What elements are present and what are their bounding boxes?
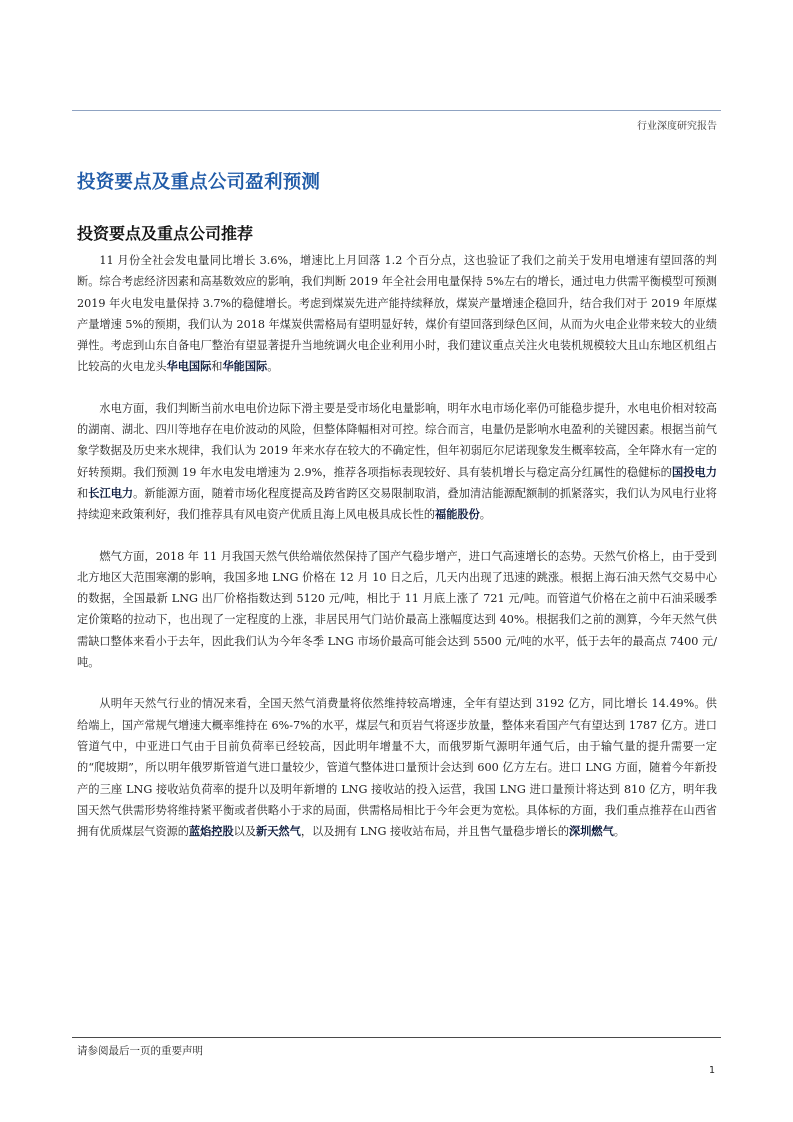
company-yangtze-power: 长江电力 [88, 486, 134, 500]
company-funeng: 福能股份 [435, 508, 480, 522]
page-number: 1 [708, 1065, 715, 1076]
body-text [77, 250, 717, 862]
paragraph-gas-market: 燃气方面，2018 年 11 月我国天然气供给端依然保持了国产气稳步增产，进口气高速增长的态势。天然气价格上，由于受到北方地区大范围寒潮的影响，我国多地 LNG 价格在 12 月 10 日之后，几天内出现了迅速的跳涨。根据上海石油天然气交易中心的数据，全国最新 LNG 出厂价格指数达到 5120 元/吨，相比于 11 月底上涨了 721 元/吨。而管道气价格在之前中石油采暖季定价策略的拉动下，也出现了一定程度的上涨，非居民用气门站价最高上涨幅度达到 40%。根据我们之前的测算，今年天然气供需缺口整体来看小于去年，因此我们认为今年冬季 LNG 市场价最高可能会达到 5500 元/吨的水平，低于去年的最高点 7400 元/吨。 [77, 549, 717, 670]
paragraph-thermal-power: 11 月份全社会发电量同比增长 3.6%，增速比上月回落 1.2 个百分点，这也验证了我们之前关于发用电增速有望回落的判断。综合考虑经济因素和高基数效应的影响，我们判断 2019 年全社会用电量保持 5%左右的增长，通过电力供需平衡模型可预测 2019 年火电发电量保持 3.7%的稳健增长。考虑到煤炭先进产能持续释放，煤炭产量增速企稳回升，结合我们对于 2019 年原煤产量增速 5%的预期，我们认为 2018 年煤炭供需格局有望明显好转，煤价有望回落到绿色区间，从而为火电企业带来较大的业绩弹性。考虑到山东自备电厂整治有望显著提升当地统调火电企业利用小时，我们建议重点关注火电装机规模较大且山东地区机组占比较高的火电龙头华电国际和华能国际。 [77, 254, 717, 374]
disclaimer-note: 请参阅最后一页的重要声明 [77, 1045, 203, 1057]
company-xintian-gas: 新天然气 [256, 825, 301, 839]
company-lanyan: 蓝焰控股 [188, 825, 234, 839]
company-sdic-power: 国投电力 [671, 465, 717, 479]
company-huadian: 华电国际 [166, 360, 212, 374]
paragraph-hydro-power: 水电方面，我们判断当前水电电价边际下滑主要是受市场化电量影响，明年水电市场化率仍可能稳步提升，水电电价相对较高的湖南、湖北、四川等地存在电价波动的风险，但整体降幅相对可控。综合而言，电量仍是影响水电盈利的关键因素。根据当前气象学数据及历史来水规律，我们认为 2019 年来水存在较大的不确定性，但年初弱厄尔尼诺现象发生概率较高，全年降水有一定的好转预期。我们预测 19 年水电发电增速为 2.9%，推荐各项指标表现较好、具有装机增长与稳定高分红属性的稳健标的国投电力和长江电力。新能源方面，随着市场化程度提高及跨省跨区交易限制取消，叠加清洁能源配额制的抓紧落实，我们认为风电行业将持续迎来政策利好，我们推荐具有风电资产优质且海上风电极具成长性的福能股份。 [77, 401, 717, 522]
section-subtitle: 投资要点及重点公司推荐 [77, 224, 254, 243]
page-title: 投资要点及重点公司盈利预测 [77, 172, 321, 193]
header-divider [72, 110, 721, 111]
footer-divider [72, 1037, 721, 1038]
paragraph-gas-outlook: 从明年天然气行业的情况来看，全国天然气消费量将依然维持较高增速，全年有望达到 3192 亿方，同比增长 14.49%。供给端上，国产常规气增速大概率维持在 6%-7%的水平，煤层气和页岩气将逐步放量，整体来看国产气有望达到 1787 亿方。进口管道气中，中亚进口气由于目前负荷率已经较高，因此明年增量不大，而俄罗斯气源明年通气后，由于输气量的提升需要一定的“爬坡期”，所以明年俄罗斯管道气进口量较少，管道气整体进口量预计会达到 600 亿方左右。进口 LNG 方面，随着今年新投产的三座 LNG 接收站负荷率的提升以及明年新增的 LNG 接收站的投入运营，我国 LNG 进口量预计将达到 810 亿方，明年我国天然气供需形势将维持紧平衡或者供略小于求的局面，供需格局相比于今年会更为宽松。具体标的方面，我们重点推荐在山西省拥有优质煤层气资源的蓝焰控股以及新天然气，以及拥有 LNG 接收站布局，并且售气量稳步增长的深圳燃气。 [77, 697, 717, 839]
report-type-label: 行业深度研究报告 [637, 121, 717, 132]
company-shenzhen-gas: 深圳燃气 [569, 825, 614, 839]
company-huaneng: 华能国际 [222, 360, 268, 374]
